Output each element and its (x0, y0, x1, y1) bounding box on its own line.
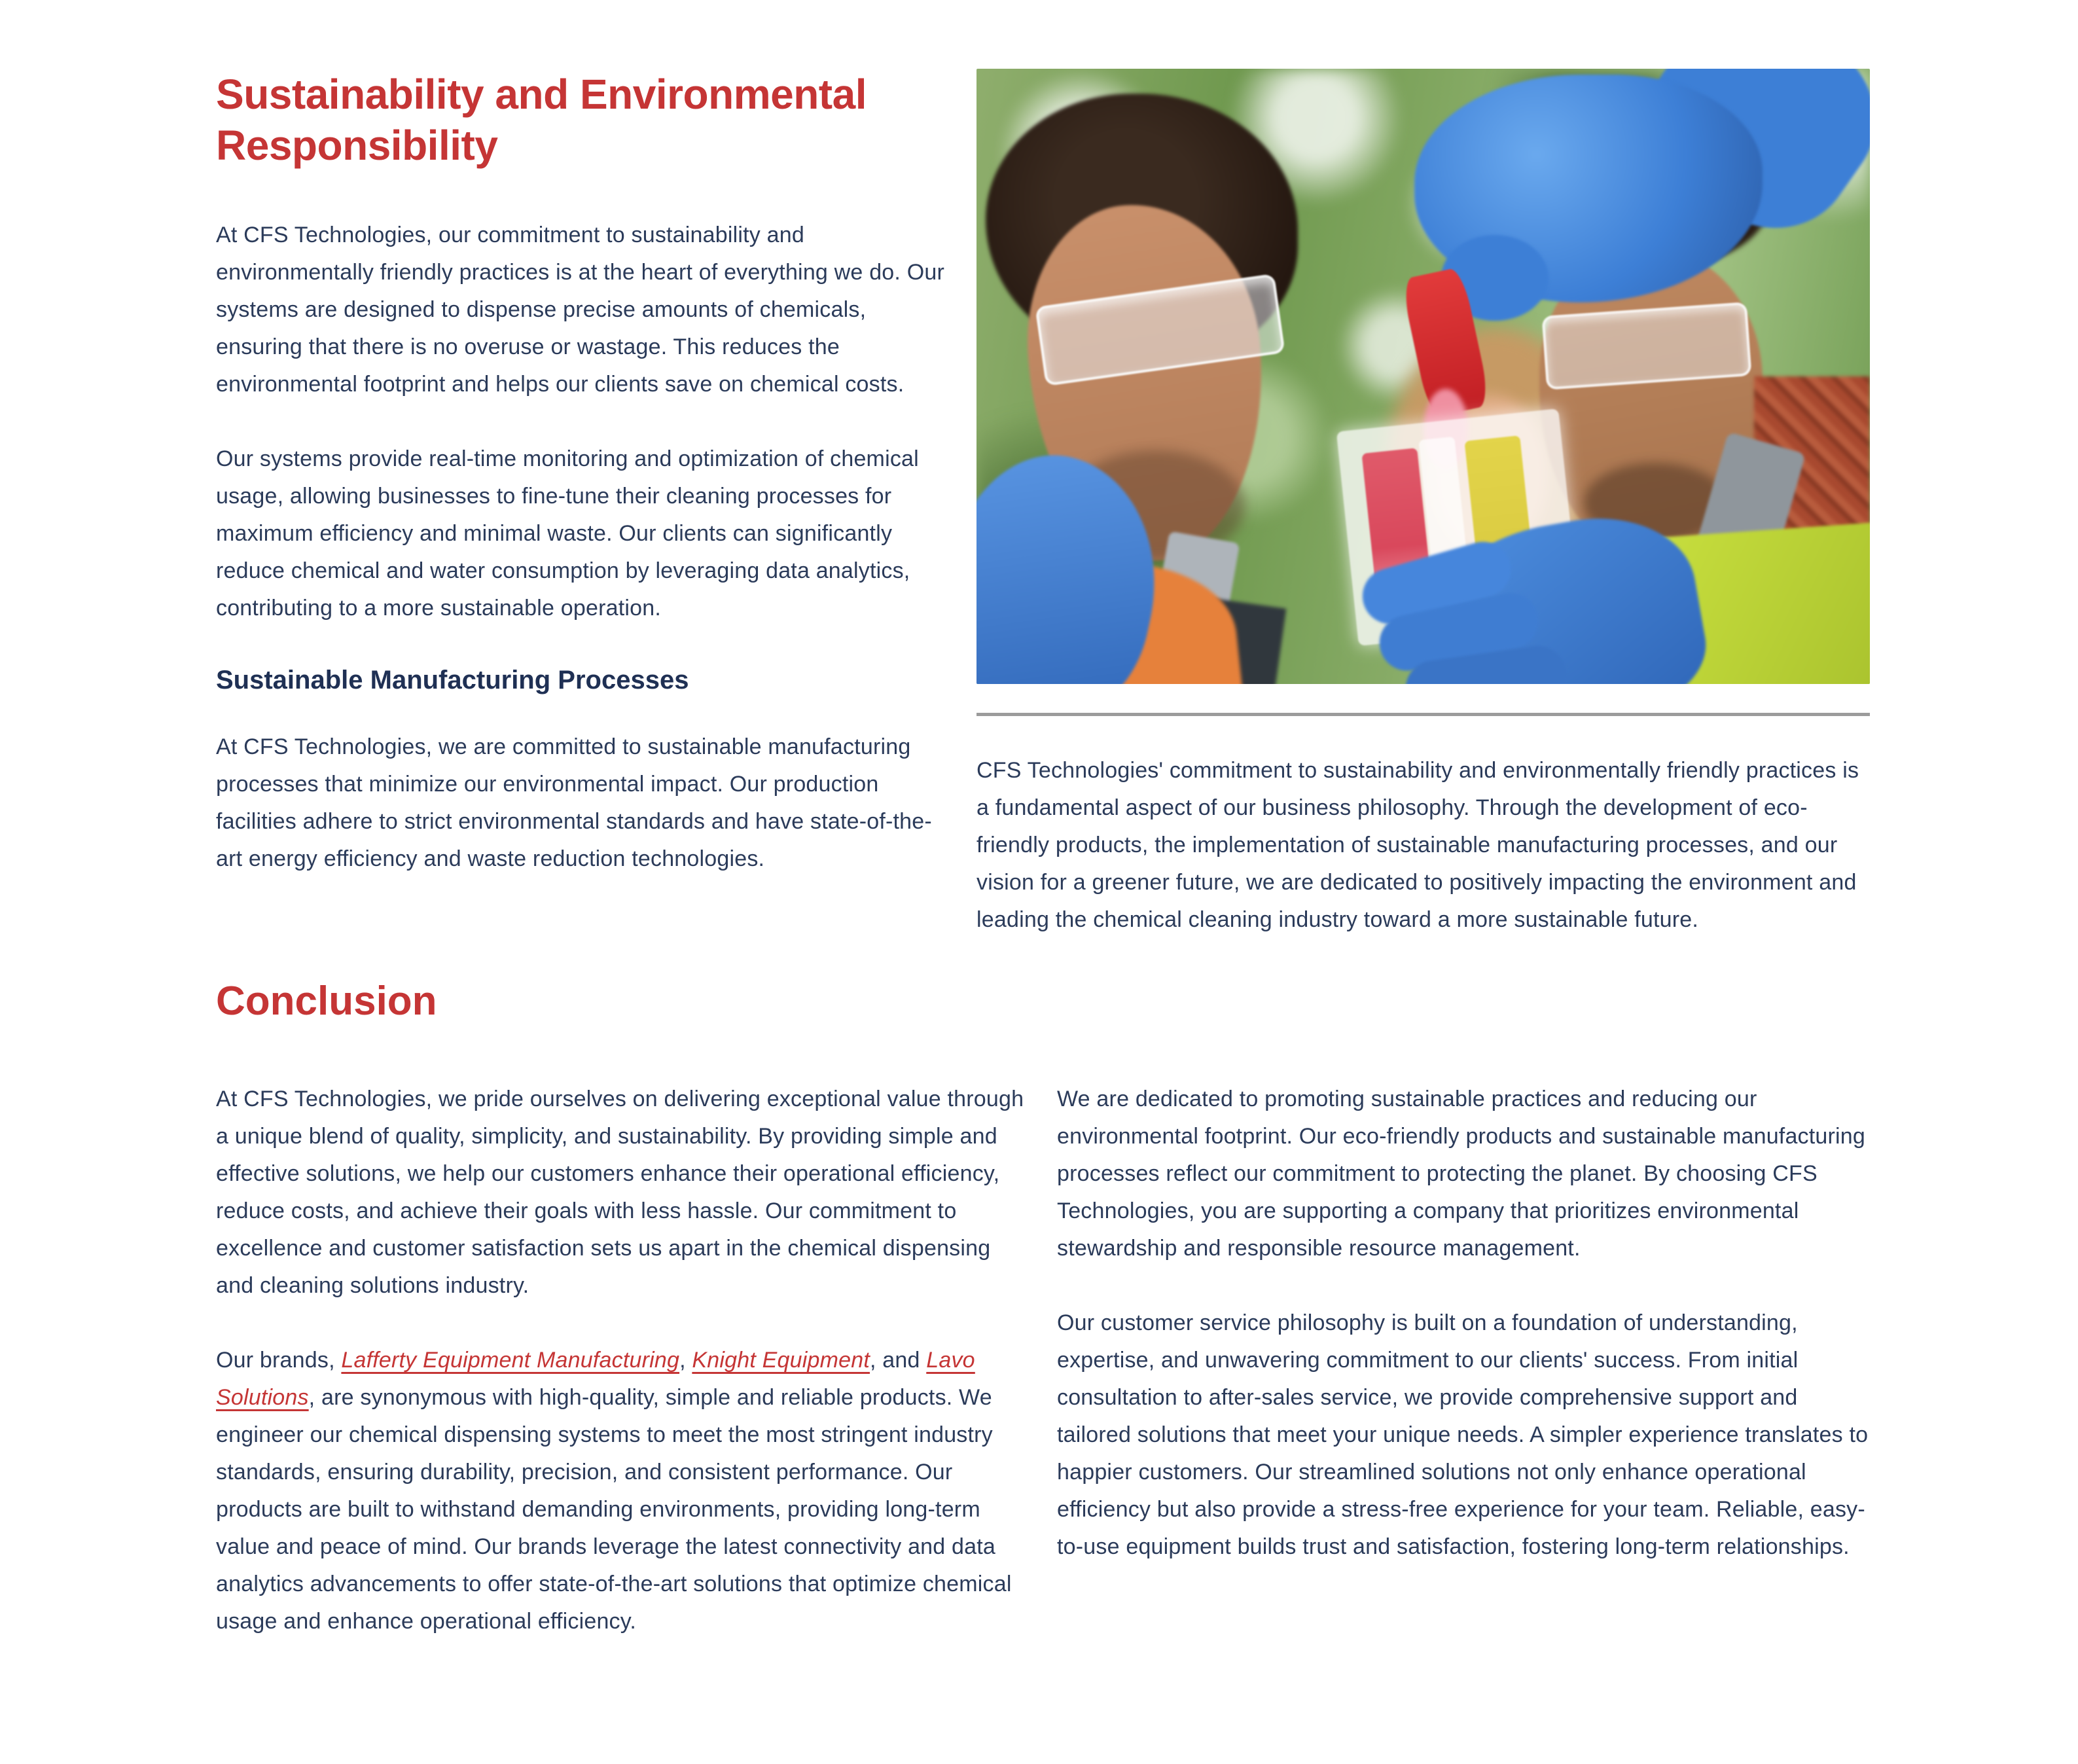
sustainability-heading: Sustainability and Environmental Responsibility (216, 71, 867, 170)
sustainability-summary-paragraph: CFS Technologies' commitment to sustainability and environmentally friendly practices is a fundamental aspect of our business philosophy. Through the development of eco-friendly products, the implementation of sustainable manufacturing processes, and our vision for a greener future, we are dedicated to positively impacting the environment and leading the chemical cleaning industry toward a more sustainable future. (976, 758, 1859, 932)
brand-link[interactable]: Knight Equipment (692, 1348, 870, 1373)
conclusion-right-column (1057, 1081, 1872, 1603)
conclusion-value-paragraph: At CFS Technologies, we pride ourselves on delivering exceptional value through a unique blend of quality, simplicity, and sustainability. By providing simple and effective solutions, we help our customers enhance their operational efficiency, reduce costs, and achieve their goals with less hassle. Our commitment to excellence and customer satisfaction sets us apart in the chemical dispensing and cleaning solutions industry. (216, 1087, 1024, 1299)
conclusion-sustainability-paragraph: We are dedicated to promoting sustainable practices and reducing our environmental footprint. Our eco-friendly products and sustainable manufacturing processes reflect our commitment to protecting the planet. By choosing CFS Technologies, you are supporting a company that prioritizes environmental stewardship and responsible resource management. (1057, 1087, 1866, 1261)
conclusion-section (216, 979, 2078, 1678)
manufacturing-subheading: Sustainable Manufacturing Processes (216, 666, 689, 695)
conclusion-left-column (216, 1081, 1031, 1678)
photo-right-worker-goggles (1541, 302, 1751, 389)
team-inspection-photo (976, 69, 1870, 684)
conclusion-service-paragraph: Our customer service philosophy is built on a foundation of understanding, expertise, and unwavering commitment to our clients' success. From initial consultation to after-sales service, we provide comprehensive support and tailored solutions that meet your unique needs. A simpler experience translates to happier customers. Our streamlined solutions not only enhance operational efficiency but also provide a stress-free experience for your team. Reliable, easy-to-use equipment builds trust and satisfaction, fostering long-term relationships. (1057, 1310, 1869, 1560)
brand-link[interactable]: Lafferty Equipment Manufacturing (341, 1348, 680, 1373)
sustainability-paragraph-1: At CFS Technologies, our commitment to sustainability and environmentally friendly practices is at the heart of everything we do. Our systems are designed to dispense precise amounts of chemicals, ensuring that there is no overuse or wastage. This reduces the environmental footprint and helps our clients save on chemical costs. (216, 223, 944, 397)
conclusion-columns (216, 1081, 2078, 1678)
text-segment: , and (869, 1348, 927, 1373)
manufacturing-paragraph: At CFS Technologies, we are committed to sustainable manufacturing processes that minimize our environmental impact. Our production facilities adhere to strict environmental standards and have state-of-the-art energy efficiency and waste reduction technologies. (216, 734, 932, 872)
section-divider (976, 713, 1870, 716)
text-segment: Our brands, (216, 1348, 342, 1373)
brands-paragraph (216, 1342, 1031, 1640)
sustainability-text-column (216, 69, 956, 915)
sustainability-paragraph-2: Our systems provide real-time monitoring and optimization of chemical usage, allowing businesses to fine-tune their cleaning processes for maximum efficiency and minimal waste. Our clients can significantly reduce chemical and water consumption by leveraging data analytics, contributing to a more sustainable operation. (216, 446, 919, 621)
conclusion-heading: Conclusion (216, 979, 437, 1024)
sustainability-media-column (976, 69, 1870, 976)
brand-link[interactable]: Lavo Solutions (216, 1348, 975, 1411)
sustainability-section (216, 69, 2078, 976)
text-segment: , (679, 1348, 692, 1373)
text-segment: , are synonymous with high-quality, simple and reliable products. We engineer our chemical dispensing systems to meet the most stringent industry standards, ensuring durability, precision, and consistent performance. Our products are built to withstand demanding environments, providing long-term value and peace of mind. Our brands leverage the latest connectivity and data analytics advancements to offer state-of-the-art solutions that optimize chemical usage and enhance operational efficiency. (216, 1385, 1012, 1634)
